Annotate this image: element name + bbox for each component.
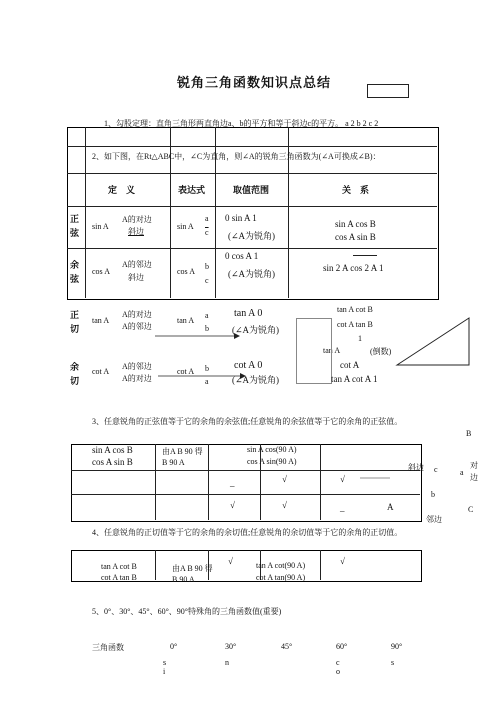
cot-exp-den: a [205,377,209,386]
cot-relation-2: tan A cot A 1 [331,374,378,384]
cos-def-num: A的邻边 [122,260,152,269]
tan-exp-num: a [205,311,209,320]
tan-relation-2: cot A tan B [337,320,373,329]
paragraph-5: 5、0°、30°、45°、60°、90°特殊角的三角函数值(重要) [92,607,282,616]
cos-def-left: cos A [92,267,110,276]
t2-cell-2a: 由A B 90 得 [162,447,203,456]
tan-range-note: (∠A为锐角) [232,325,280,335]
tan-exp-left: tan A [177,316,195,325]
tri-label-opp: 对 边 [470,461,478,482]
sin-def-left: sin A [92,222,109,231]
sin-def-num: A的对边 [122,215,152,224]
row-label-tan: 正 切 [70,310,80,334]
row-label-sin: 正 弦 [70,214,80,238]
cos-range-note: (∠A为锐角) [228,269,276,279]
t2-cell-1a: sin A cos B [92,445,133,455]
tri-label-A: A [387,502,394,512]
tri-label-adj: 邻边 [426,515,442,524]
special-h-0: 三角函数 [92,643,124,652]
tri-label-B: B [466,429,472,438]
row-label-cot: 余 切 [70,362,80,386]
tri-label-a: a [460,468,464,477]
special-r-1: n [225,658,229,667]
tan-relation-5: (倒数) [370,347,392,356]
special-h-3: 45° [281,642,293,651]
header-expression: 表达式 [178,185,206,195]
tri-label-hyp: 斜边 [408,463,424,472]
cot-exp-left: cot A [177,367,195,376]
tan-def-left: tan A [92,316,110,325]
tri-label-c: c [434,465,438,474]
cos-def-den: 斜边 [128,273,144,282]
paragraph-4: 4、任意锐角的正切值等于它的余角的余切值;任意锐角的余切值等于它的余角的正切值。 [92,528,403,537]
tan-relation-4: tan A [323,346,341,355]
sin-range-note: (∠A为锐角) [228,231,276,241]
tan-relation-3: 1 [358,334,362,343]
special-h-1: 0° [170,642,178,651]
cot-relation-1: cot A [340,360,360,370]
header-range: 取值范围 [233,185,270,195]
cos-range: 0 cos A 1 [225,251,259,261]
special-r-0: s i [163,658,167,676]
tan-exp-den: b [205,324,209,333]
paragraph-1: 1、勾股定理：直角三角形两直角边a、b的平方和等于斜边c的平方。 a 2 b 2 c 2 [104,119,379,128]
t2-cell-3b: cos A sin(90 A) [247,457,297,466]
cos-relation: sin 2 A cos 2 A 1 [323,263,384,273]
paragraph-3: 3、任意锐角的正弦值等于它的余角的余弦值;任意锐角的余弦值等于它的余角的正弦值。 [92,417,403,426]
t2-cell-3a: sin A cos(90 A) [247,445,297,454]
t3-cell-2b: B 90 A [172,575,195,584]
tan-def-den: A的邻边 [122,322,152,331]
t3-cell-2a: 由A B 90 得 [172,564,213,573]
cot-exp-num: b [205,364,209,373]
t2-cell-1b: cos A sin B [92,457,133,467]
table-2-frame [71,444,422,522]
tri-label-b: b [431,490,435,499]
sin-range: 0 sin A 1 [225,213,257,223]
cot-range-note: (∠A为锐角) [232,375,280,385]
tan-relation-1: tan A cot B [337,305,373,314]
sin-relation-1: sin A cos B [335,219,376,229]
right-triangle-icon [397,318,469,365]
special-h-4: 60° [336,642,348,651]
special-r-3: s [391,658,395,667]
t3-cell-1a: tan A cot B [101,562,137,571]
sin-def-den: 斜边 [128,227,144,236]
cos-exp-num: b [205,262,209,271]
t2-cell-2b: B 90 A [162,458,185,467]
tan-range: tan A 0 [234,308,263,319]
cot-def-den: A的对边 [122,374,152,383]
sin-exp-left: sin A [177,222,194,231]
tan-def-num: A的对边 [122,310,152,319]
sin-relation-2: cos A sin B [335,232,376,242]
header-definition: 定 义 [108,185,136,195]
sin-exp-den: $\overline{c}$ [205,228,209,237]
cot-def-left: cot A [92,367,110,376]
sin-exp-num: a [205,214,209,223]
row-label-cos: 余 弦 [70,260,80,284]
t3-cell-3a: tan A cot(90 A) [256,561,306,570]
cot-def-num: A的邻边 [122,362,152,371]
special-h-2: 30° [225,642,237,651]
header-relation: 关 系 [342,185,370,195]
t3-cell-3b: cot A tan(90 A) [256,573,306,582]
special-r-2: c o [336,658,340,676]
cos-exp-left: cos A [177,267,195,276]
page-title: 锐角三角函数知识点总结 [177,75,332,90]
cos-exp-den: c [205,276,209,285]
paragraph-2: 2、如下图，在Rt△ABC中，∠C为直角，则∠A的锐角三角函数为(∠A可换成∠B)： [92,152,381,161]
tri-label-C: C [468,505,474,514]
cot-range: cot A 0 [234,360,263,371]
t3-cell-1b: cot A tan B [101,573,137,582]
special-h-5: 90° [391,642,403,651]
